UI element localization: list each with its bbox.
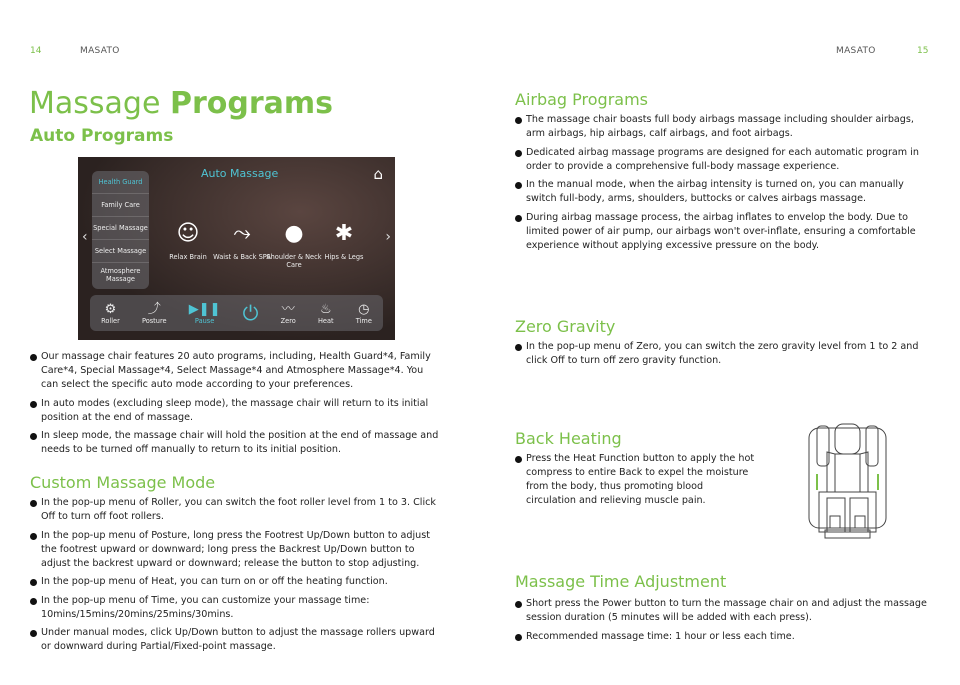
control-zero [281,302,296,325]
program-label: Waist & Back SPA [213,253,271,261]
zero-gravity-list [515,340,927,373]
side-menu [92,171,149,289]
zero-gravity-icon: 〰 [281,301,295,317]
control-label: Roller [101,316,120,325]
clock-icon: ◷ [358,301,370,317]
page-number-right: 15 [917,46,929,56]
title-bold: Programs [169,86,333,121]
control-posture [142,302,167,325]
time-adjustment-heading: Massage Time Adjustment [515,572,727,591]
side-menu-item: Special Massage [92,217,149,240]
control-label: Time [355,316,372,325]
custom-mode-heading: Custom Massage Mode [30,473,216,492]
home-icon: ⌂ [373,165,383,183]
side-menu-item: Select Massage [92,240,149,263]
list-item: During airbag massage process, the airbag inflates to envelop the body. Due to limited power of air pump, our airbags won't over-inflate, ensuring a comfortable experience without applying excessive pressure on the body. [515,211,927,253]
custom-mode-list [30,496,442,659]
page-title [29,86,333,121]
list-item: In auto modes (excluding sleep mode), the massage chair will return to its initial position at the end of massage. [30,397,442,425]
list-item: In sleep mode, the massage chair will hold the position at the end of massage and needs to be turned off manually to return to its initial position. [30,429,442,457]
control-screen-image [78,157,395,340]
side-menu-item: Family Care [92,194,149,217]
control-label: Posture [141,316,167,325]
play-pause-icon: ▶❚❚ [188,301,221,317]
control-label: Pause [194,316,215,325]
control-label: Zero [280,316,296,325]
control-bar [90,295,383,331]
hips-legs-icon: ✱ [334,221,354,246]
program-label: Relax Brain [169,253,207,261]
list-item: In the pop-up menu of Roller, you can switch the foot roller level from 1 to 3. Click Off to turn off foot rollers. [30,496,442,524]
control-label: Heat [317,316,334,325]
list-item: In the pop-up menu of Zero, you can switch the zero gravity level from 1 to 2 and click Off to turn off zero gravity function. [515,340,927,368]
gear-icon: ⚙ [104,301,117,317]
program-hips-legs [314,215,374,261]
brand-left: MASATO [80,46,120,56]
zero-gravity-heading: Zero Gravity [515,317,616,336]
screen-title: Auto Massage [201,167,279,180]
list-item: Dedicated airbag massage programs are designed for each automatic program in order to provide a comprehensive full-body massage experience. [515,146,927,174]
auto-programs-heading: Auto Programs [30,126,174,146]
program-label: Shoulder & Neck Care [266,253,322,269]
control-power [242,300,259,325]
list-item: Short press the Power button to turn the massage chair on and adjust the massage session duration (5 minutes will be added with each press). [515,597,927,625]
back-stretch-icon: ⤳ [233,221,251,246]
time-adjustment-list [515,597,927,648]
control-heat [318,302,334,325]
shoulder-icon: ● [284,221,304,246]
back-heating-list [515,452,755,513]
chevron-left-icon: ‹ [82,229,88,245]
list-item: The massage chair boasts full body airbags massage including shoulder airbags, arm airbags, hip airbags, calf airbags, and foot airbags. [515,113,927,141]
airbag-list [515,113,927,257]
brand-right: MASATO [836,46,876,56]
list-item: Our massage chair features 20 auto programs, including, Health Guard*4, Family Care*4, Special Massage*4, Select Massage*4 and Atmosphere Massage*4. You can select the specific auto mode according to your preferences. [30,350,442,392]
chevron-right-icon: › [385,229,391,245]
airbag-heading: Airbag Programs [515,90,649,109]
list-item: Press the Heat Function button to apply the hot compress to entire Back to expel the moisture from the body, thus promoting blood circulation and relieving muscle pain. [515,452,755,508]
meditation-icon: ☺ [176,221,200,246]
list-item: Under manual modes, click Up/Down button to adjust the massage rollers upward or downward during Partial/Fixed-point massage. [30,626,442,654]
program-relax-brain [158,215,218,261]
page-number-left: 14 [30,46,42,56]
flame-icon: ♨ [319,301,332,317]
program-waist-back [212,215,272,261]
side-menu-item: Atmosphere Massage [100,266,141,283]
program-label: Hips & Legs [324,253,364,261]
list-item: In the pop-up menu of Time, you can customize your massage time: 10mins/15mins/20mins/25mins/30mins. [30,594,442,622]
posture-icon: ⤴ [147,301,161,317]
list-item: In the pop-up menu of Heat, you can turn on or off the heating function. [30,575,442,589]
auto-programs-list [30,350,442,462]
power-icon: ⏻ [242,300,259,325]
massage-chair-illustration [805,422,890,540]
side-menu-item: Health Guard [92,171,149,194]
list-item: In the manual mode, when the airbag intensity is turned on, you can manually switch full-body, arms, shoulders, buttocks or calves airbags massage. [515,178,927,206]
control-pause [189,302,221,325]
title-light: Massage [29,86,170,121]
list-item: In the pop-up menu of Posture, long press the Footrest Up/Down button to adjust the footrest upward or downward; long press the Backrest Up/Down button to adjust the backrest upward or downward; release the button to stop adjusting. [30,529,442,571]
control-time [356,302,372,325]
control-roller [101,302,120,325]
list-item: Recommended massage time: 1 hour or less each time. [515,630,927,644]
back-heating-heading: Back Heating [515,429,622,448]
